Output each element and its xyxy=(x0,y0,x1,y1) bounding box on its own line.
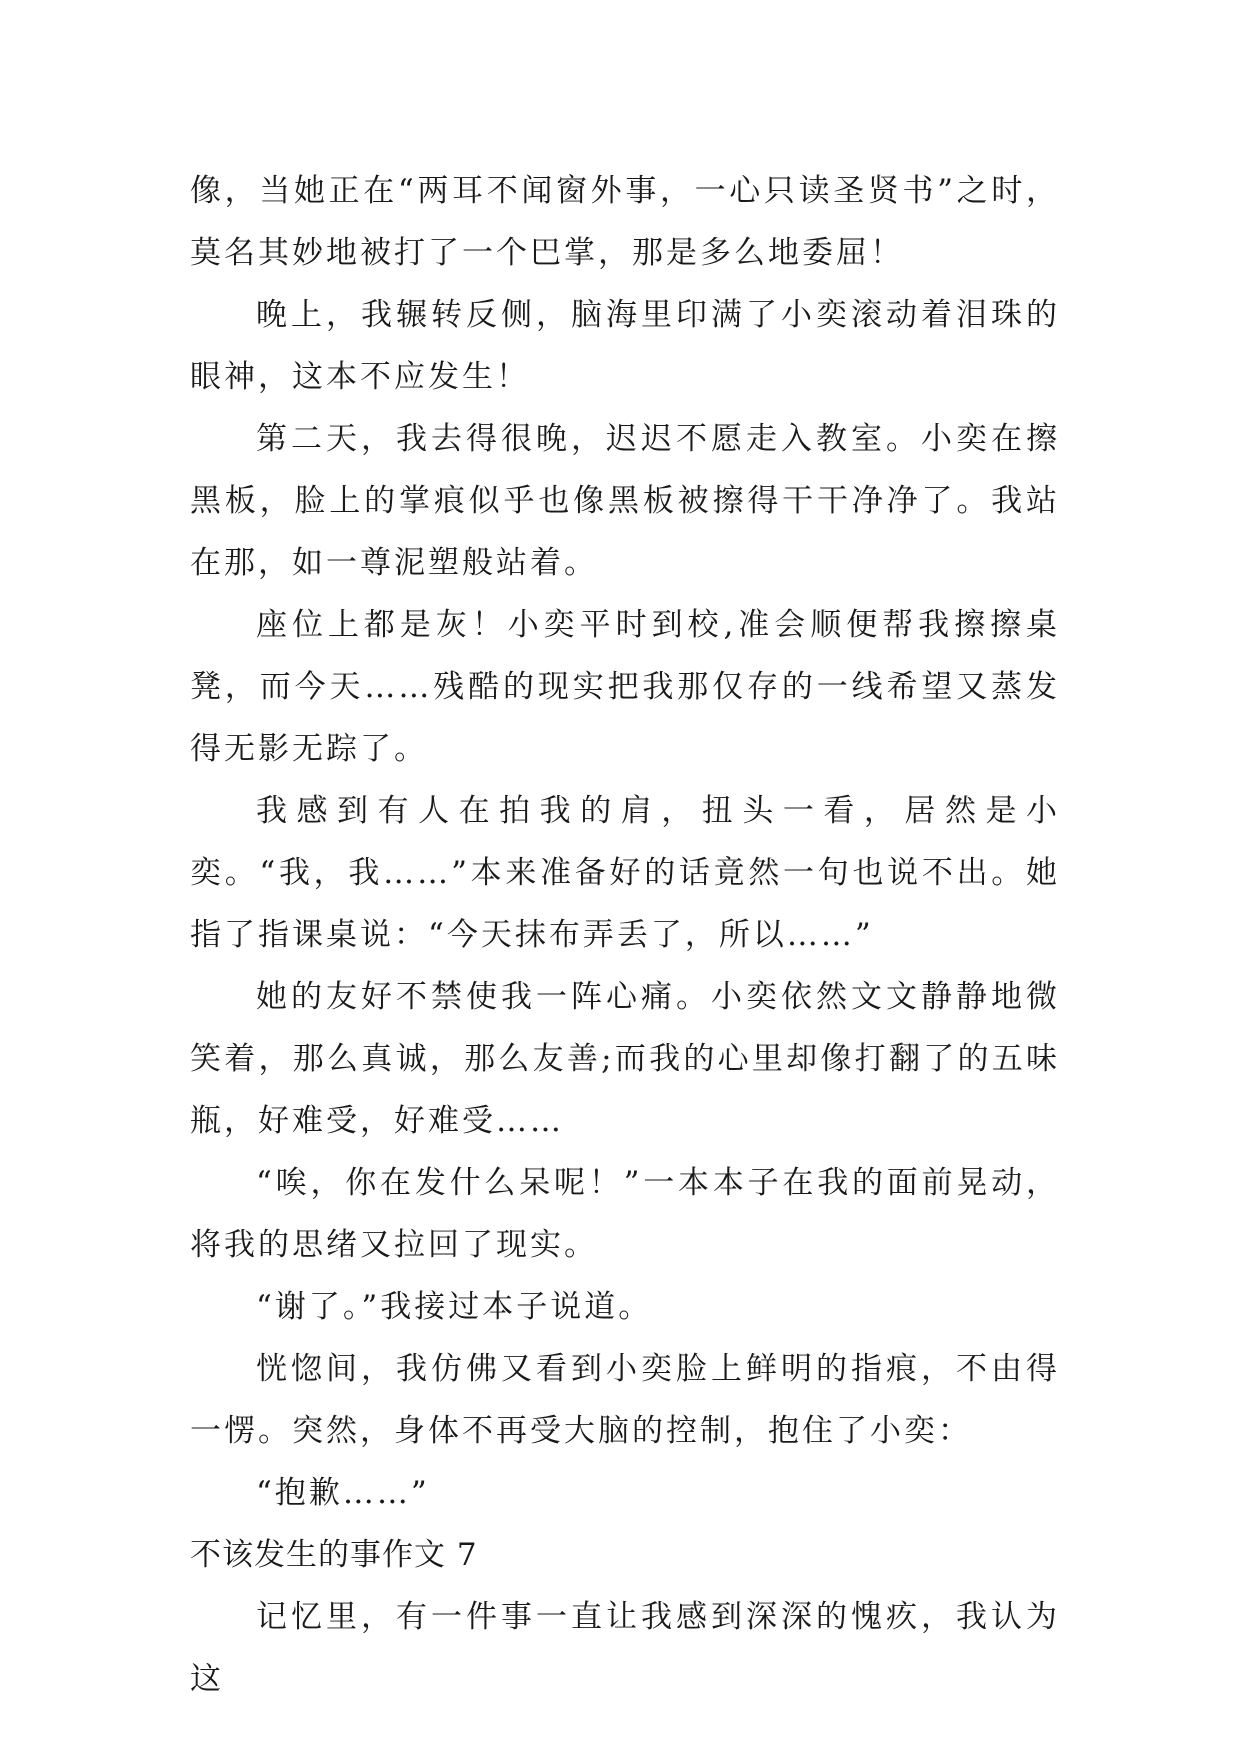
section-title: 不该发生的事作文 7 xyxy=(190,1537,478,1573)
paragraph: 晚上，我辗转反侧，脑海里印满了小奕滚动着泪珠的眼神，这本不应发生！ xyxy=(190,297,1060,395)
paragraph: 恍惚间，我仿佛又看到小奕脸上鲜明的指痕，不由得一愣。突然，身体不再受大脑的控制，抱住了小奕： xyxy=(190,1351,1060,1449)
paragraph: “唉，你在发什么呆呢！”一本本子在我的面前晃动，将我的思绪又拉回了现实。 xyxy=(190,1165,1060,1263)
text-column xyxy=(190,160,1060,1710)
paragraph: 第二天，我去得很晚，迟迟不愿走入教室。小奕在擦黑板，脸上的掌痕似乎也像黑板被擦得干干净净了。我站在那，如一尊泥塑般站着。 xyxy=(190,421,1060,581)
paragraph: “抱歉……” xyxy=(256,1475,430,1511)
paragraph: “谢了。”我接过本子说道。 xyxy=(256,1289,653,1325)
paragraph: 座位上都是灰！小奕平时到校,准会顺便帮我擦擦桌凳，而今天……残酷的现实把我那仅存的一线希望又蒸发得无影无踪了。 xyxy=(190,607,1060,767)
paragraph: 她的友好不禁使我一阵心痛。小奕依然文文静静地微笑着，那么真诚，那么友善;而我的心里却像打翻了的五味瓶，好难受，好难受…… xyxy=(190,979,1060,1139)
paragraph-next: 记忆里，有一件事一直让我感到深深的愧疚，我认为这 xyxy=(190,1599,1060,1697)
paragraph: 我感到有人在拍我的肩，扭头一看，居然是小奕。“我，我……”本来准备好的话竟然一句也说不出。她指了指课桌说：“今天抹布弄丢了，所以……” xyxy=(190,793,1060,953)
paragraph-continuation: 像，当她正在“两耳不闻窗外事，一心只读圣贤书”之时，莫名其妙地被打了一个巴掌，那是多么地委屈！ xyxy=(190,173,1060,271)
